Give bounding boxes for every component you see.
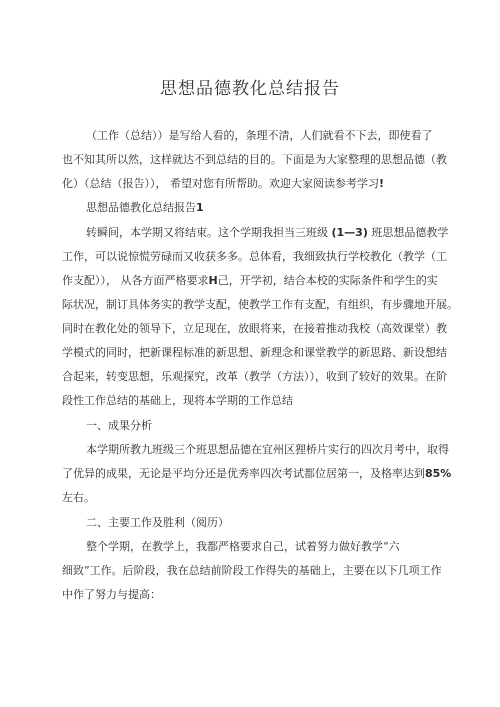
para2-line-1: 本学期所教九班级三个班思想品德在宜州区狸桥片实行的四次月考中，取得 bbox=[86, 443, 449, 456]
para2-line-2-text: 了优异的成果，无论是平均分还是优秀率四次考试都位居第一，及格率达到 bbox=[62, 467, 425, 480]
intro-exclamation: ! bbox=[379, 177, 385, 190]
intro-line-1: （工作（总结））是写给人看的，条理不清，人们就看不下去，即使看了 bbox=[86, 129, 433, 142]
section-subtitle-number: 1 bbox=[196, 201, 204, 214]
para3-line-2: 细致”工作。后阶段，我在总结前阶段工作得失的基础上，主要在以下几项工作 bbox=[62, 564, 442, 577]
intro-line-3 bbox=[62, 175, 384, 191]
para3-line-1: 整个学期，在教学上，我都严格要求自己，试着努力做好教学“六 bbox=[86, 540, 400, 553]
para1-line-4: 际状况，制订具体务实的教学支配，使教学工作有支配，有组织，有步骤地开展。 bbox=[62, 298, 458, 311]
para1-line-7: 合起来，转变思想，乐观探究，改革（教学（方法）），收到了较好的效果。在阶 bbox=[62, 370, 447, 383]
para1-letter-h: H bbox=[208, 274, 218, 287]
intro-line-2: 也不知其所以然，这样就达不到总结的目的。下面是为大家整理的思想品德（教 bbox=[62, 153, 447, 166]
document-title: 思想品德教化总结报告 bbox=[160, 79, 340, 99]
heading-main-work: 二、主要工作及胜利（阅历） bbox=[86, 516, 229, 529]
heading-results: 一、成果分析 bbox=[86, 419, 152, 432]
intro-line-3-text: 化）（总结（报告））， 希望对您有所帮助。欢迎大家阅读参考学习 bbox=[62, 177, 379, 190]
para1-line-5: 同时在教化处的领导下，立足现在，放眼将来，在接着推动我校（高效课堂）教 bbox=[62, 322, 447, 335]
para1-line-1-text-a: 转瞬间，本学期又将结束。这个学期我担当三班级 bbox=[86, 226, 328, 239]
para1-line-3-text-a: 作支配））， 从各方面严格要求 bbox=[62, 274, 209, 287]
para3-line-3: 中作了努力与提高： bbox=[62, 588, 161, 601]
para1-line-8: 段性工作总结的基础上，现将本学期的工作总结 bbox=[62, 394, 293, 407]
para1-line-3-text-c: 己，开学初，结合本校的实际条件和学生的实 bbox=[217, 274, 438, 287]
section-subtitle-text: 思想品德教化总结报告 bbox=[86, 201, 196, 214]
para1-line-1 bbox=[86, 224, 448, 240]
section-subtitle bbox=[86, 199, 204, 215]
para2-line-2 bbox=[62, 465, 451, 481]
para2-line-3: 左右。 bbox=[62, 491, 95, 504]
para1-line-1-text-c: 班思想品德教学 bbox=[371, 226, 449, 239]
para1-line-2: 工作，可以说惊慌劳碌而又收获多多。总体看，我细致执行学校教化（教学（工 bbox=[62, 250, 447, 263]
para1-line-3 bbox=[62, 272, 438, 288]
para1-class-range: (1—3) bbox=[331, 226, 368, 239]
para2-pass-rate: 85% bbox=[425, 467, 452, 480]
para1-line-6: 学模式的同时，把新课程标准的新思想、新理念和课堂教学的新思路、新设想结 bbox=[62, 346, 447, 359]
